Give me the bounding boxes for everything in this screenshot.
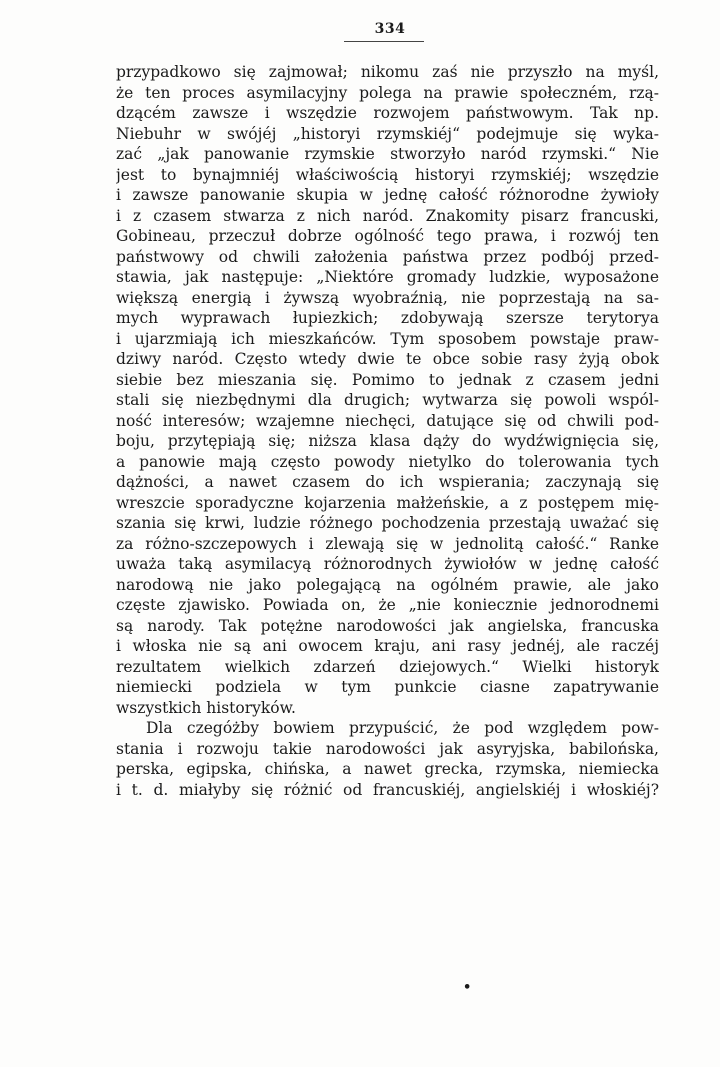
signature-mark: • bbox=[463, 980, 472, 995]
text-line: perska, egipska, chińska, a nawet grecka, rzymska, niemiecka bbox=[116, 760, 659, 778]
text-line: niemiecki podziela w tym punkcie ciasne zapatrywanie bbox=[116, 678, 659, 696]
text-line: boju, przytępiają się; niższa klasa dąży do wydźwignięcia się, bbox=[116, 432, 659, 450]
text-line: narodową nie jako polegającą na ogólném prawie, ale jako bbox=[116, 575, 659, 594]
text-line: i ujarzmiają ich mieszkańców. Tym sposobem powstaje praw- bbox=[116, 329, 659, 348]
text-line: uważa taką asymilacyą różnorodnych żywiołów w jednę całość bbox=[116, 555, 659, 573]
text-line: zać „jak panowanie rzymskie stworzyło naród rzymski.“ Nie bbox=[116, 145, 659, 163]
text-line: stawia, jak następuje: „Niektóre gromady ludzkie, wyposażone bbox=[116, 268, 659, 286]
text-line: Gobineau, przeczuł dobrze ogólność tego prawa, i rozwój ten bbox=[116, 227, 659, 245]
text-line: wszystkich historyków. bbox=[116, 698, 296, 717]
text-line: jest to bynajmniéj właściwością historyi rzymskiéj; wszędzie bbox=[116, 165, 659, 184]
text-line: wreszcie sporadyczne kojarzenia małżeńskie, a z postępem mię- bbox=[116, 493, 659, 512]
text-line: mych wyprawach łupiezkich; zdobywają szersze terytorya bbox=[116, 309, 659, 327]
text-line: dzącém zawsze i wszędzie rozwojem państwowym. Tak np. bbox=[116, 104, 659, 122]
text-line: państwowy od chwili założenia państwa przez podbój przed- bbox=[116, 247, 659, 266]
text-line: stali się niezbędnymi dla drugich; wytwarza się powoli wspól- bbox=[116, 391, 659, 409]
text-line: dążności, a nawet czasem do ich wspierania; zaczynają się bbox=[116, 473, 659, 491]
text-line: Niebuhr w swójéj „historyi rzymskiéj“ podejmuje się wyka- bbox=[116, 124, 659, 143]
text-line: i włoska nie są ani owocem kraju, ani rasy jednéj, ale raczéj bbox=[116, 637, 659, 655]
text-line: rezultatem wielkich zdarzeń dziejowych.“ Wielki historyk bbox=[116, 657, 659, 676]
text-line: i z czasem stwarza z nich naród. Znakomity pisarz francuski, bbox=[116, 206, 659, 225]
text-line: dziwy naród. Często wtedy dwie te obce sobie rasy żyją obok bbox=[116, 350, 659, 368]
page-number: 334 bbox=[374, 21, 406, 37]
text-line: a panowie mają często powody nietylko do tolerowania tych bbox=[116, 452, 659, 471]
text-line: Dla czegóżby bowiem przypuścić, że pod względem pow- bbox=[146, 719, 659, 737]
text-line: częste zjawisko. Powiada on, że „nie koniecznie jednorodnemi bbox=[116, 596, 659, 614]
text-line: i t. d. miałyby się różnić od francuskiéj, angielskiéj i włoskiéj? bbox=[116, 780, 659, 799]
text-line: siebie bez mieszania się. Pomimo to jednak z czasem jedni bbox=[116, 370, 659, 389]
text-line: są narody. Tak potężne narodowości jak angielska, francuska bbox=[116, 616, 659, 635]
text-line: że ten proces asymilacyjny polega na prawie społeczném, rzą- bbox=[116, 83, 659, 102]
text-line: ność interesów; wzajemne niechęci, datujące się od chwili pod- bbox=[116, 411, 659, 430]
body-text bbox=[116, 62, 659, 800]
text-line: stania i rozwoju takie narodowości jak asyryjska, babilońska, bbox=[116, 739, 659, 758]
text-line: i zawsze panowanie skupia w jednę całość różnorodne żywioły bbox=[116, 186, 659, 204]
text-line: przypadkowo się zajmował; nikomu zaś nie przyszło na myśl, bbox=[116, 63, 659, 81]
text-line: za różno-szczepowych i zlewają się w jednolitą całość.“ Ranke bbox=[116, 534, 659, 553]
text-line: szania się krwi, ludzie różnego pochodzenia przestają uważać się bbox=[116, 514, 659, 532]
text-line: większą energią i żywszą wyobraźnią, nie poprzestają na sa- bbox=[116, 288, 659, 307]
header-rule bbox=[344, 41, 424, 42]
